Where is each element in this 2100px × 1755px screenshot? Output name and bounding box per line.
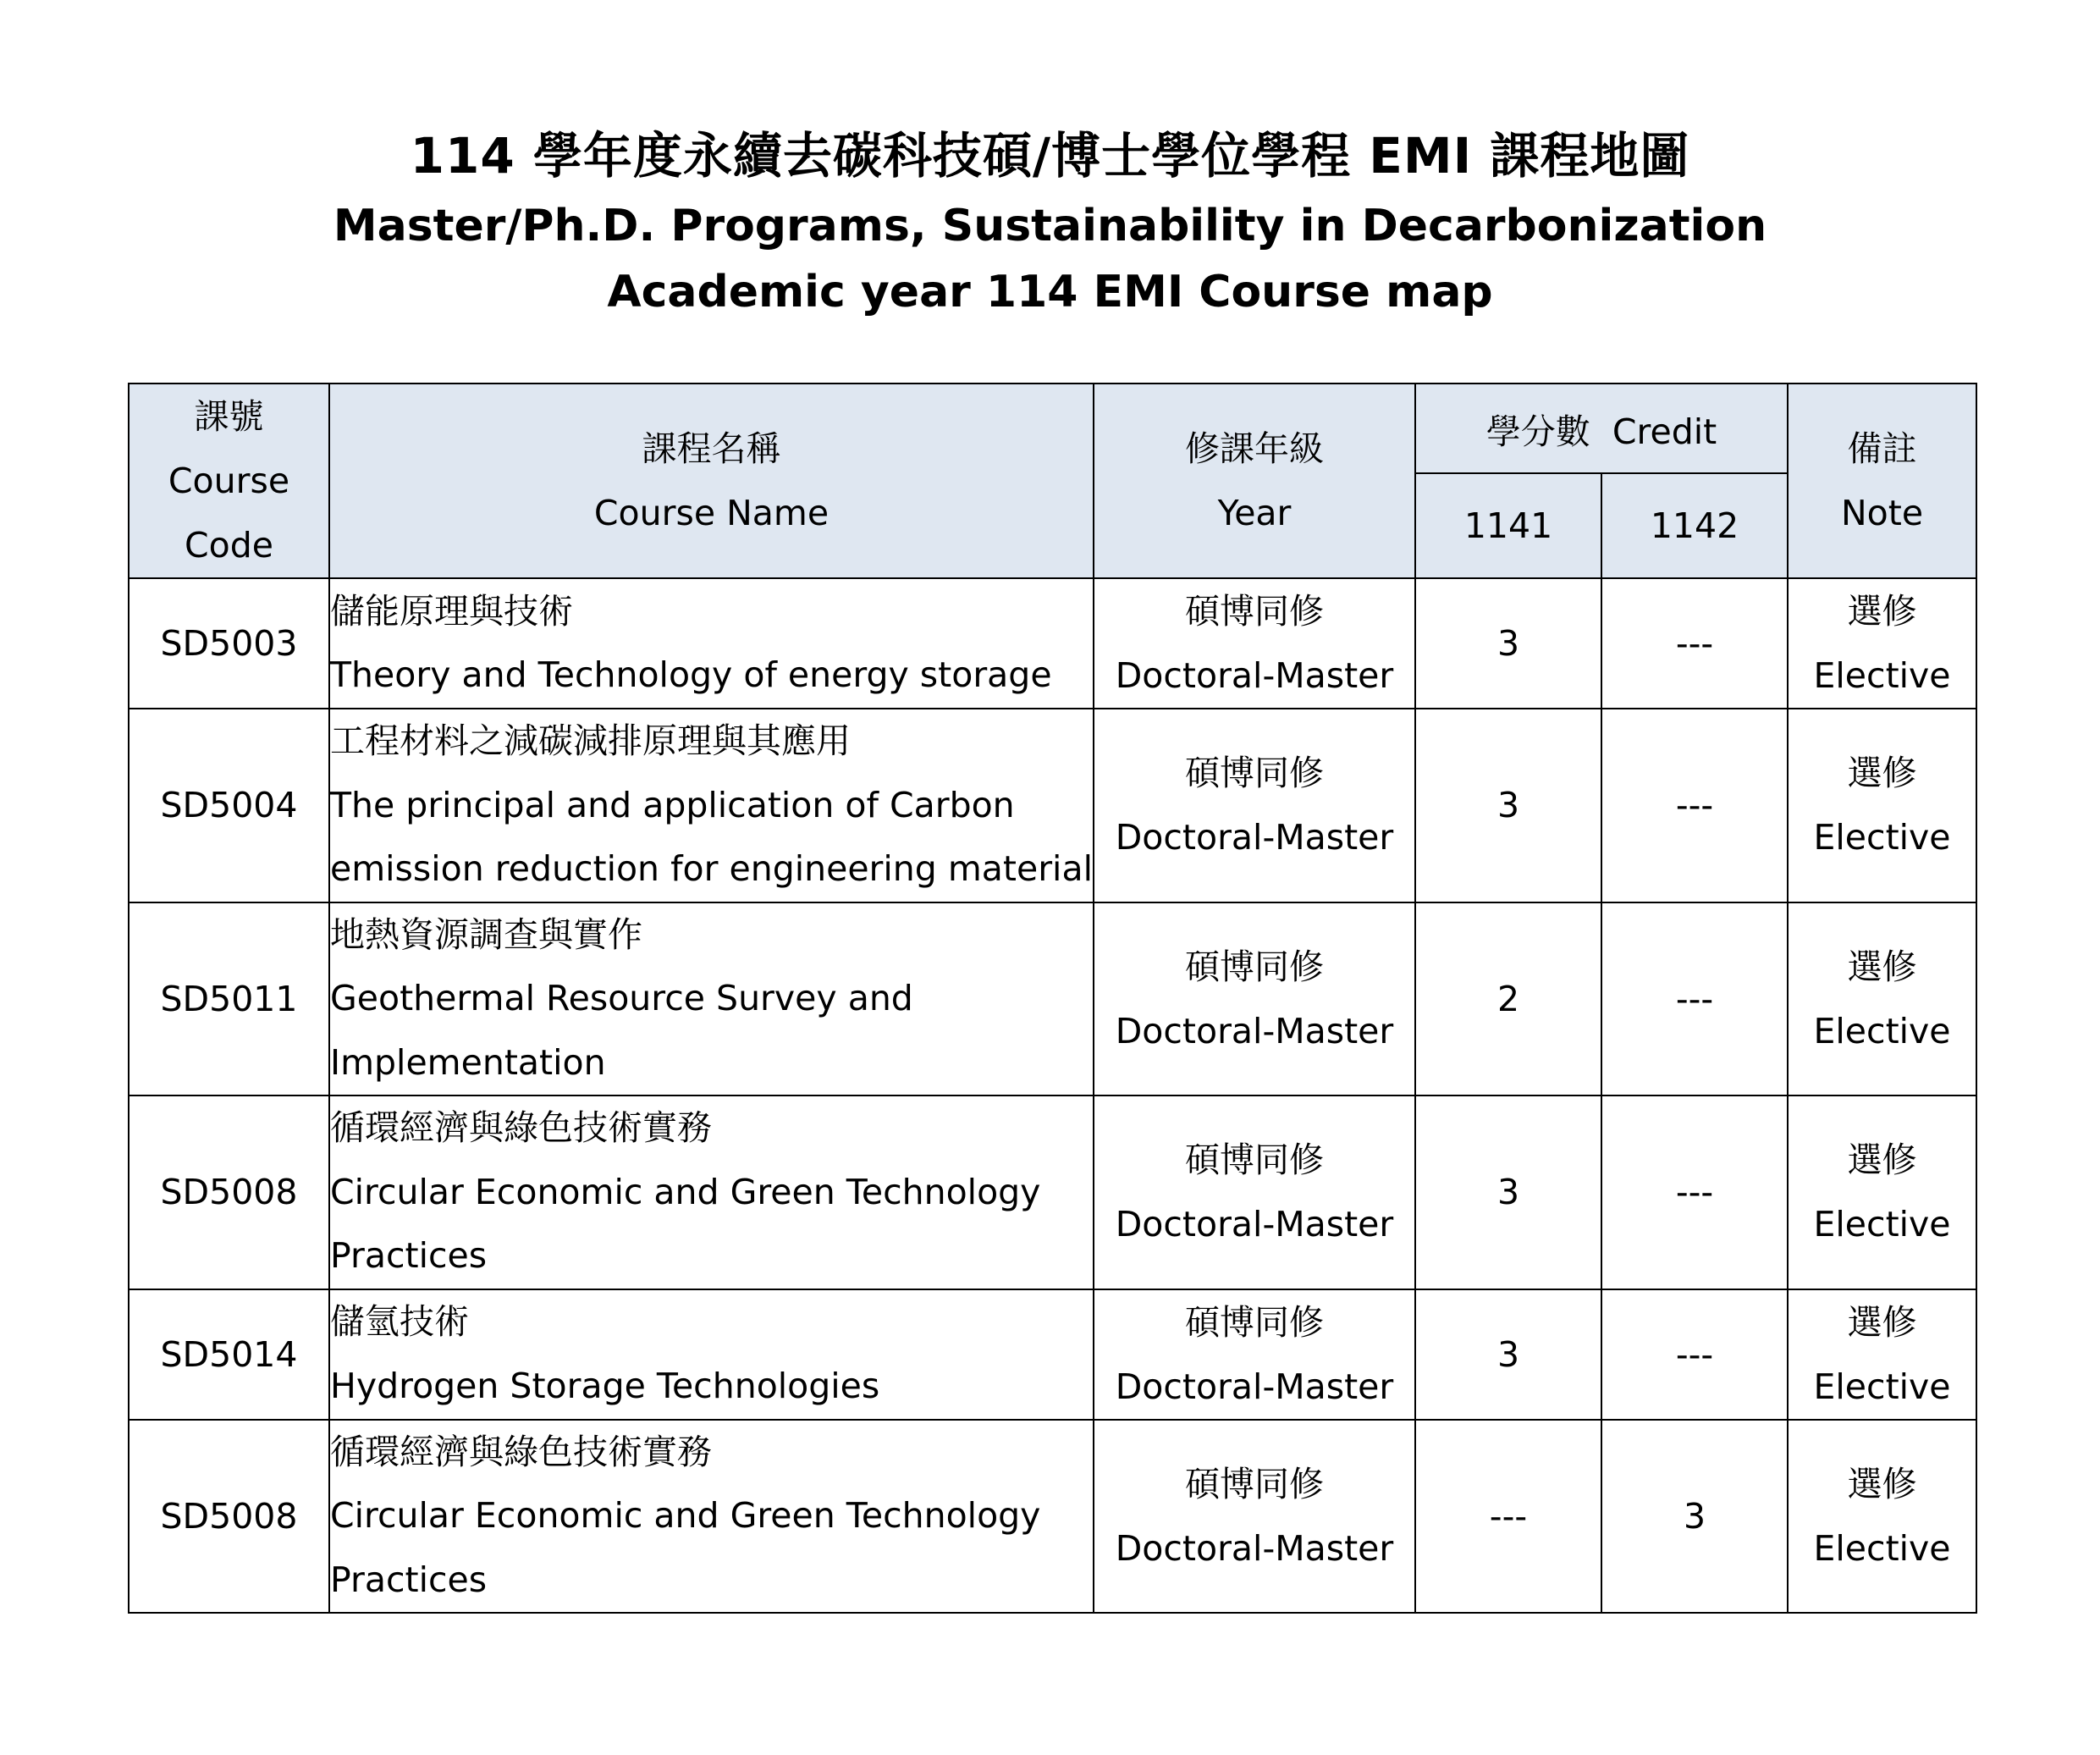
header-name-zh: 課程名稱 xyxy=(642,428,781,469)
course-name-zh: 循環經濟與綠色技術實務 xyxy=(330,1431,712,1472)
credit-1142-cell: --- xyxy=(1601,1289,1788,1420)
year-cell xyxy=(1094,1095,1415,1289)
course-name-cell xyxy=(329,1289,1094,1420)
course-code-cell: SD5011 xyxy=(129,902,329,1096)
course-name-cell xyxy=(329,578,1094,709)
title-chinese: 114 學年度永續去碳科技碩/博士學位學程 EMI 課程地圖 xyxy=(410,127,1690,185)
note-en: Elective xyxy=(1813,1010,1951,1051)
year-en: Doctoral-Master xyxy=(1115,1366,1394,1407)
document-title-block xyxy=(0,119,2100,325)
course-name-en: Practices xyxy=(330,1235,488,1276)
table-row xyxy=(129,1289,1976,1420)
table-row xyxy=(129,578,1976,709)
credit-1141-cell: 3 xyxy=(1415,709,1601,902)
table-row xyxy=(129,1420,1976,1614)
course-name-zh: 循環經濟與綠色技術實務 xyxy=(330,1107,712,1148)
year-zh: 碩博同修 xyxy=(1185,1463,1324,1504)
header-credit-en: Credit xyxy=(1612,411,1717,452)
header-year-en: Year xyxy=(1217,493,1292,533)
note-zh: 選修 xyxy=(1847,753,1917,794)
table-header xyxy=(129,384,1976,578)
note-cell xyxy=(1788,1095,1976,1289)
course-name-en: Hydrogen Storage Technologies xyxy=(330,1365,880,1406)
year-zh: 碩博同修 xyxy=(1185,591,1324,632)
course-code-cell: SD5003 xyxy=(129,578,329,709)
course-name-en: Circular Economic and Green Technology xyxy=(330,1171,1041,1212)
course-name-cell xyxy=(329,1420,1094,1614)
note-zh: 選修 xyxy=(1847,946,1917,987)
course-code-cell: SD5008 xyxy=(129,1420,329,1614)
note-cell xyxy=(1788,709,1976,902)
year-zh: 碩博同修 xyxy=(1185,753,1324,794)
credit-1142-cell: --- xyxy=(1601,709,1788,902)
year-cell xyxy=(1094,578,1415,709)
header-year xyxy=(1094,384,1415,578)
note-en: Elective xyxy=(1813,1366,1951,1407)
course-name-cell xyxy=(329,709,1094,902)
credit-1141-cell: 3 xyxy=(1415,1095,1601,1289)
course-code-cell: SD5004 xyxy=(129,709,329,902)
header-course-name xyxy=(329,384,1094,578)
note-zh: 選修 xyxy=(1847,591,1917,632)
year-en: Doctoral-Master xyxy=(1115,655,1394,696)
note-cell xyxy=(1788,902,1976,1096)
note-zh: 選修 xyxy=(1847,1140,1917,1181)
course-name-en: Implementation xyxy=(330,1041,606,1083)
course-name-en: emission reduction for engineering material xyxy=(330,848,1093,889)
header-note-en: Note xyxy=(1840,493,1924,533)
course-name-en: Theory and Technology of energy storage xyxy=(330,654,1052,695)
course-name-zh: 工程材料之減碳減排原理與其應用 xyxy=(330,720,851,761)
header-note-zh: 備註 xyxy=(1847,428,1917,469)
table-body xyxy=(129,578,1976,1613)
credit-1142-cell: --- xyxy=(1601,902,1788,1096)
note-zh: 選修 xyxy=(1847,1301,1917,1343)
note-zh: 選修 xyxy=(1847,1463,1917,1504)
header-semester-1142: 1142 xyxy=(1601,473,1788,578)
year-en: Doctoral-Master xyxy=(1115,1204,1394,1245)
year-cell xyxy=(1094,902,1415,1096)
year-cell xyxy=(1094,1289,1415,1420)
table-row xyxy=(129,902,1976,1096)
year-en: Doctoral-Master xyxy=(1115,817,1394,858)
note-cell xyxy=(1788,1420,1976,1614)
header-year-zh: 修課年級 xyxy=(1185,428,1324,469)
year-en: Doctoral-Master xyxy=(1115,1010,1394,1051)
note-en: Elective xyxy=(1813,1204,1951,1245)
title-english-line-1: Master/Ph.D. Programs, Sustainability in Decarbonization xyxy=(333,201,1767,251)
note-cell xyxy=(1788,1289,1976,1420)
header-name-en: Course Name xyxy=(593,493,830,533)
year-zh: 碩博同修 xyxy=(1185,1301,1324,1343)
header-credit xyxy=(1415,384,1788,473)
header-semester-1141: 1141 xyxy=(1415,473,1601,578)
course-name-en: The principal and application of Carbon xyxy=(330,784,1015,825)
course-name-zh: 地熱資源調查與實作 xyxy=(330,913,642,955)
note-cell xyxy=(1788,578,1976,709)
header-code-zh: 課號 xyxy=(194,396,264,437)
course-name-cell xyxy=(329,902,1094,1096)
credit-1142-cell: --- xyxy=(1601,578,1788,709)
header-code-en-2: Code xyxy=(185,525,273,566)
header-note xyxy=(1788,384,1976,578)
note-en: Elective xyxy=(1813,1527,1951,1569)
course-name-cell xyxy=(329,1095,1094,1289)
title-english-line-2: Academic year 114 EMI Course map xyxy=(607,267,1493,317)
header-code-en-1: Course xyxy=(168,461,290,501)
header-course-code xyxy=(129,384,329,578)
header-credit-zh: 學分數 xyxy=(1485,411,1590,452)
course-name-zh: 儲氫技術 xyxy=(330,1301,469,1342)
table-row xyxy=(129,709,1976,902)
credit-1141-cell: --- xyxy=(1415,1420,1601,1614)
year-cell xyxy=(1094,709,1415,902)
course-code-cell: SD5014 xyxy=(129,1289,329,1420)
note-en: Elective xyxy=(1813,655,1951,696)
course-name-en: Circular Economic and Green Technology xyxy=(330,1495,1041,1536)
credit-1141-cell: 3 xyxy=(1415,578,1601,709)
year-zh: 碩博同修 xyxy=(1185,946,1324,987)
note-en: Elective xyxy=(1813,817,1951,858)
course-name-en: Practices xyxy=(330,1559,488,1600)
year-zh: 碩博同修 xyxy=(1185,1140,1324,1181)
course-code-cell: SD5008 xyxy=(129,1095,329,1289)
course-name-zh: 儲能原理與技術 xyxy=(330,590,573,632)
credit-1141-cell: 2 xyxy=(1415,902,1601,1096)
year-en: Doctoral-Master xyxy=(1115,1527,1394,1569)
credit-1141-cell: 3 xyxy=(1415,1289,1601,1420)
year-cell xyxy=(1094,1420,1415,1614)
course-name-en: Geothermal Resource Survey and xyxy=(330,978,913,1018)
table-row xyxy=(129,1095,1976,1289)
course-map-table xyxy=(128,383,1977,1614)
credit-1142-cell: --- xyxy=(1601,1095,1788,1289)
credit-1142-cell: 3 xyxy=(1601,1420,1788,1614)
